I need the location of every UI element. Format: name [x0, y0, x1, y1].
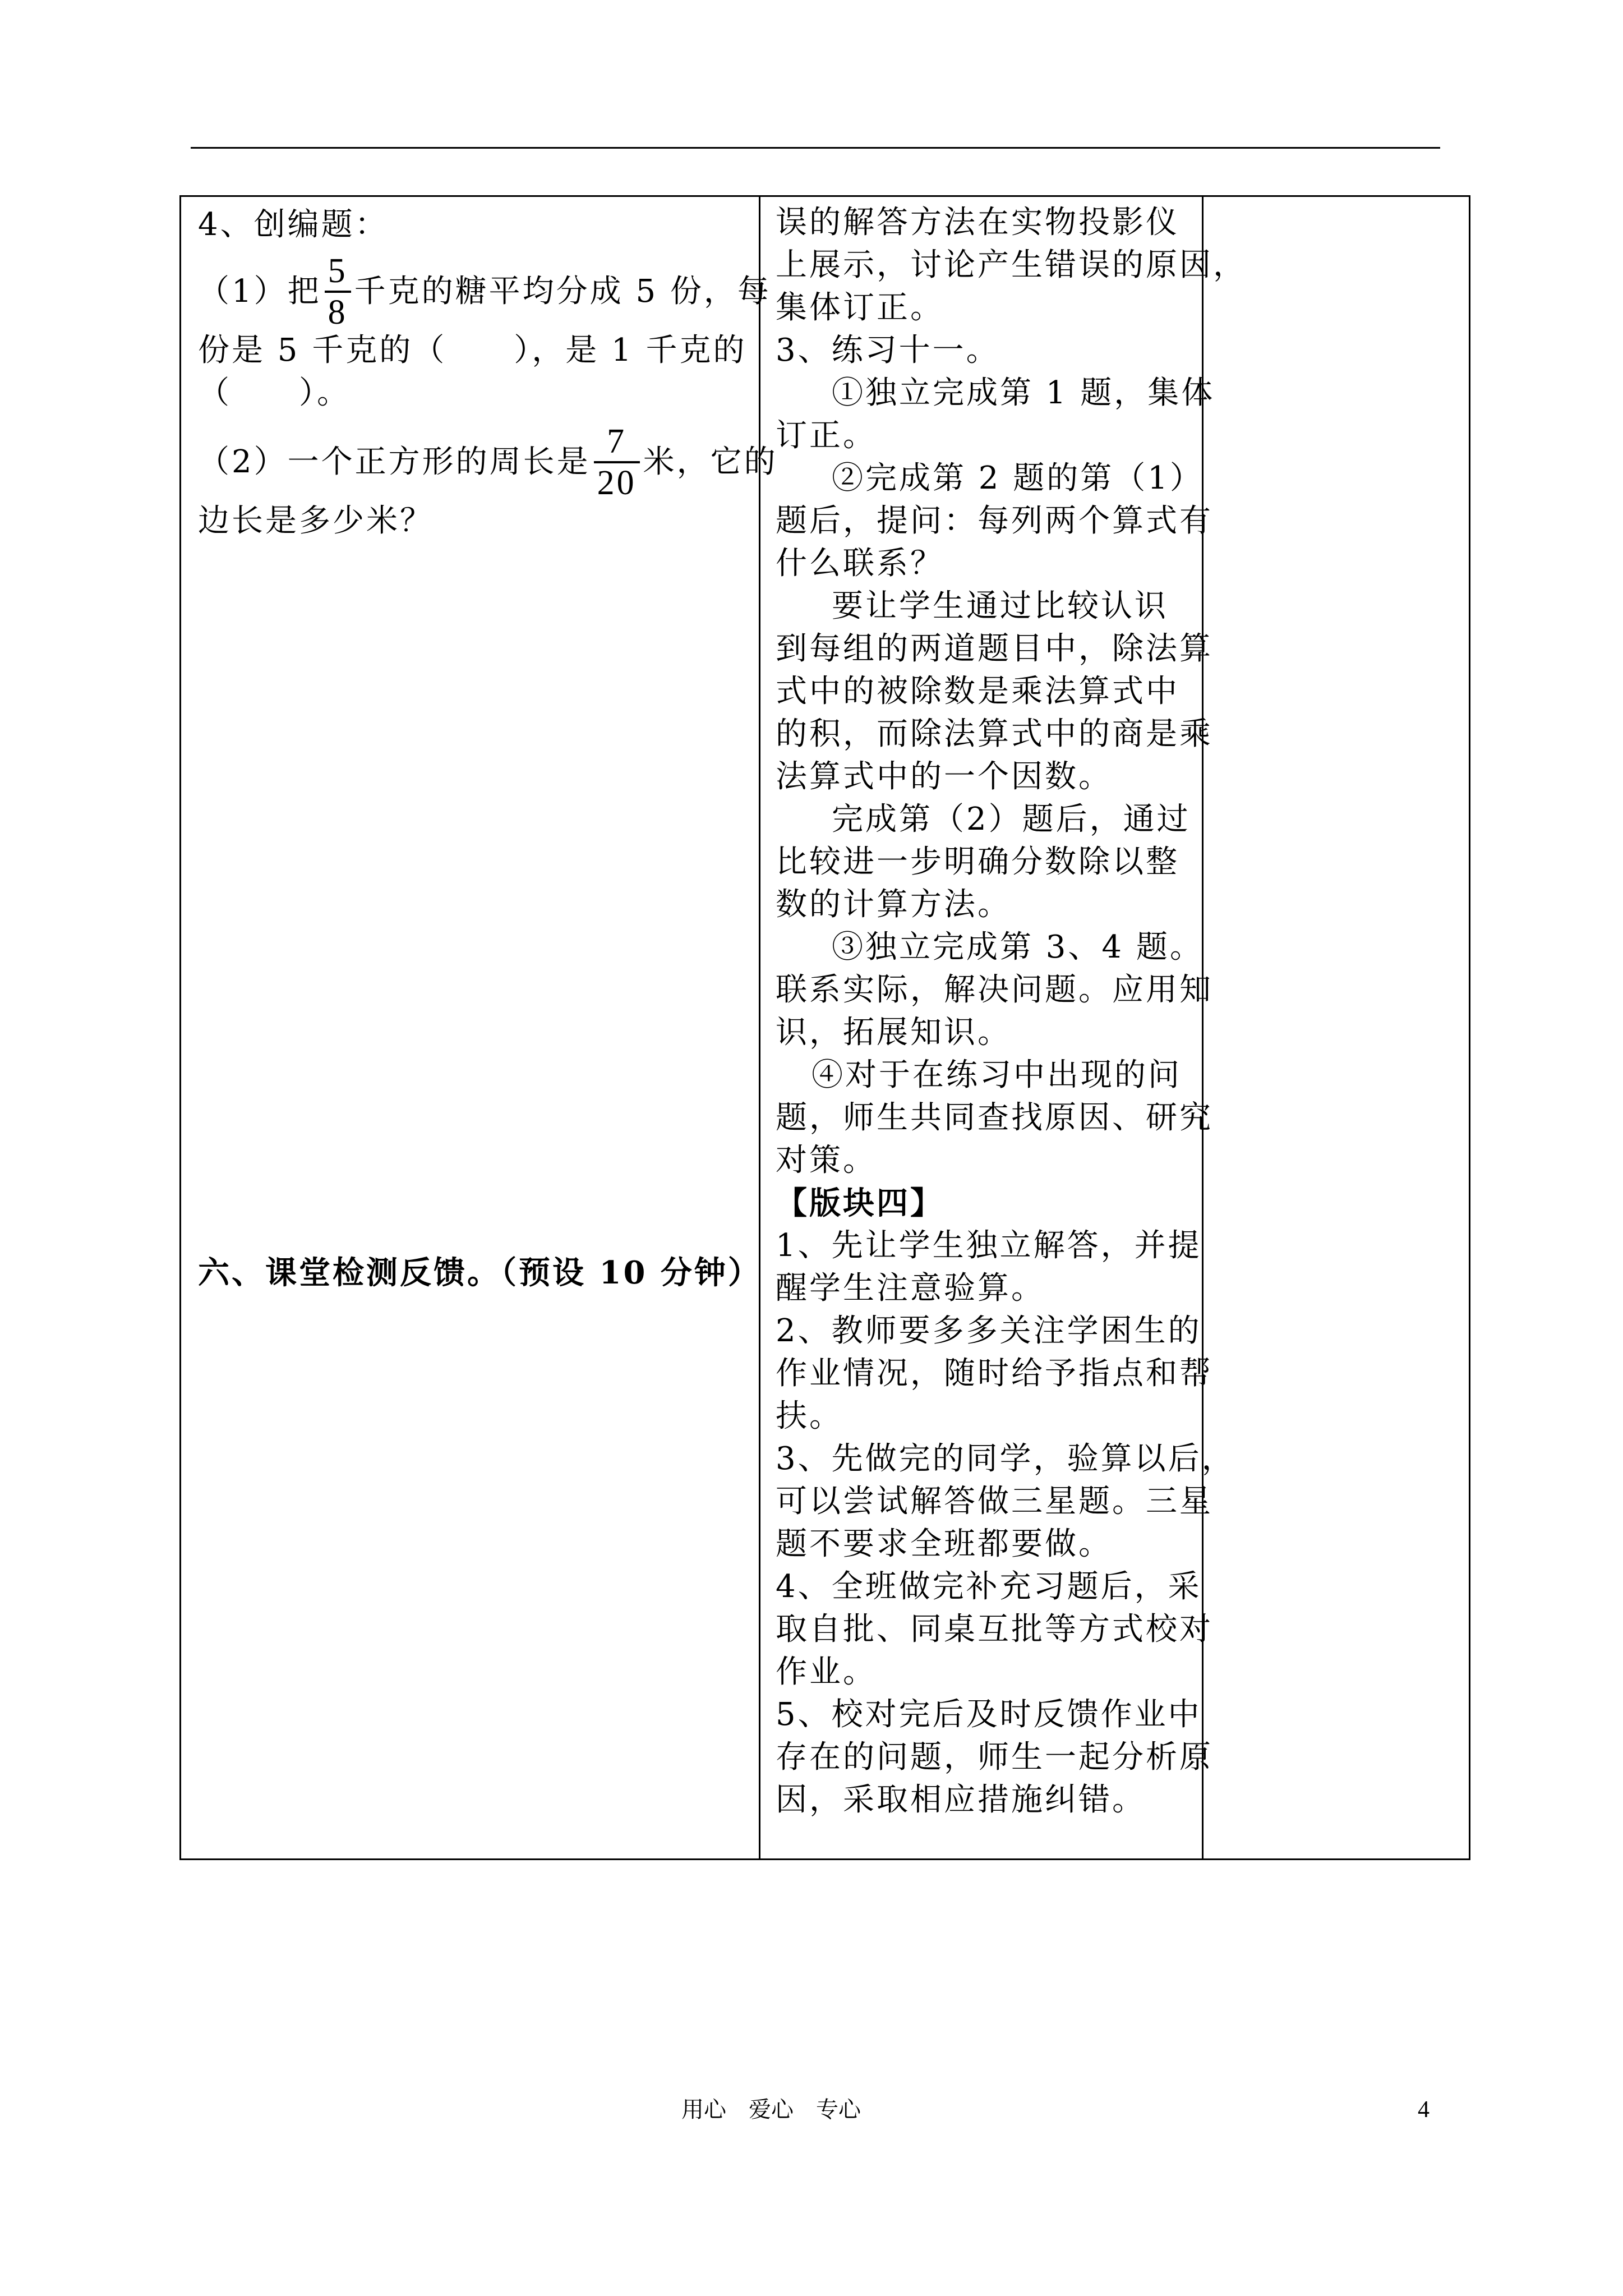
- note-line: 集体订正。: [776, 289, 944, 326]
- question-1-line-1: [198, 250, 771, 334]
- note-line: 对策。: [776, 1142, 877, 1179]
- note-line: 误的解答方法在实物投影仪: [776, 204, 1179, 241]
- fraction-five-eighths: [325, 251, 351, 332]
- note-line: 题后，提问：每列两个算式有: [776, 503, 1213, 539]
- note-line: 比较进一步明确分数除以整: [776, 844, 1179, 880]
- note-line: 要让学生通过比较认识: [832, 588, 1168, 624]
- note-line: 作业。: [776, 1654, 877, 1690]
- note-line: 数的计算方法。: [776, 886, 1011, 923]
- note-line: 作业情况，随时给予指点和帮: [776, 1355, 1213, 1392]
- header-rule: [191, 147, 1440, 149]
- note-line: ①独立完成第 1 题，集体: [832, 375, 1215, 411]
- block-four-heading: 【版块四】: [776, 1185, 944, 1222]
- lesson-table: [179, 195, 1470, 1860]
- question-1-prefix: （1）把: [198, 273, 321, 310]
- fraction-numerator: 7: [594, 422, 640, 463]
- note-line: 5、校对完后及时反馈作业中: [776, 1696, 1202, 1733]
- note-line: 联系实际，解决问题。应用知: [776, 972, 1213, 1008]
- section-six-heading: 六、课堂检测反馈。（预设 10 分钟）: [198, 1254, 762, 1291]
- fraction-seven-twentieths: [594, 422, 640, 503]
- note-line: 订正。: [776, 417, 877, 454]
- page-number: 4: [1418, 2097, 1430, 2123]
- question-2-prefix: （2）一个正方形的周长是: [198, 444, 591, 480]
- note-line: 完成第（2）题后，通过: [832, 801, 1191, 838]
- note-line: 3、先做完的同学，验算以后，: [776, 1441, 1235, 1477]
- note-line: 3、练习十一。: [776, 332, 1000, 369]
- question-2-line-2: 边长是多少米？: [198, 503, 434, 539]
- note-line: 到每组的两道题目中，除法算: [776, 631, 1213, 667]
- note-line: 题不要求全班都要做。: [776, 1526, 1112, 1562]
- note-line: ③独立完成第 3、4 题。: [832, 929, 1204, 965]
- note-line: 1、先让学生独立解答，并提: [776, 1227, 1202, 1264]
- note-line: 上展示，讨论产生错误的原因，: [776, 247, 1247, 283]
- note-line: 醒学生注意验算。: [776, 1270, 1045, 1306]
- note-line: 存在的问题，师生一起分析原: [776, 1739, 1213, 1775]
- question-2-line-1: [198, 420, 778, 504]
- question-1-line-3: （ ）。: [198, 375, 351, 411]
- note-line: 什么联系？: [776, 545, 944, 582]
- note-line: 4、全班做完补充习题后，采: [776, 1568, 1202, 1605]
- note-line: 式中的被除数是乘法算式中: [776, 673, 1179, 710]
- note-line: 题，师生共同查找原因、研究: [776, 1099, 1213, 1136]
- note-line: 2、教师要多多关注学困生的: [776, 1313, 1202, 1349]
- question-1-line-2: 份是 5 千克的（ ），是 1 千克的: [198, 332, 747, 369]
- note-line: 扶。: [776, 1398, 843, 1434]
- creative-question-heading: 4、创编题：: [198, 206, 389, 243]
- note-line: 识，拓展知识。: [776, 1014, 1011, 1051]
- note-line: 的积，而除法算式中的商是乘: [776, 716, 1213, 752]
- note-line: 法算式中的一个因数。: [776, 758, 1112, 795]
- note-line: ②完成第 2 题的第（1）: [832, 460, 1204, 496]
- footer-motto: 用心 爱心 专心: [681, 2097, 861, 2123]
- question-2-suffix: 米，它的: [643, 444, 778, 480]
- fraction-denominator: 20: [597, 463, 637, 502]
- fraction-denominator: 8: [328, 293, 348, 332]
- question-1-suffix: 千克的糖平均分成 5 份，每: [354, 273, 771, 310]
- note-line: ④对于在练习中出现的问: [811, 1057, 1182, 1093]
- note-line: 取自批、同桌互批等方式校对: [776, 1611, 1213, 1648]
- fraction-numerator: 5: [325, 251, 351, 293]
- note-line: 因，采取相应措施纠错。: [776, 1782, 1146, 1818]
- note-line: 可以尝试解答做三星题。三星: [776, 1483, 1213, 1520]
